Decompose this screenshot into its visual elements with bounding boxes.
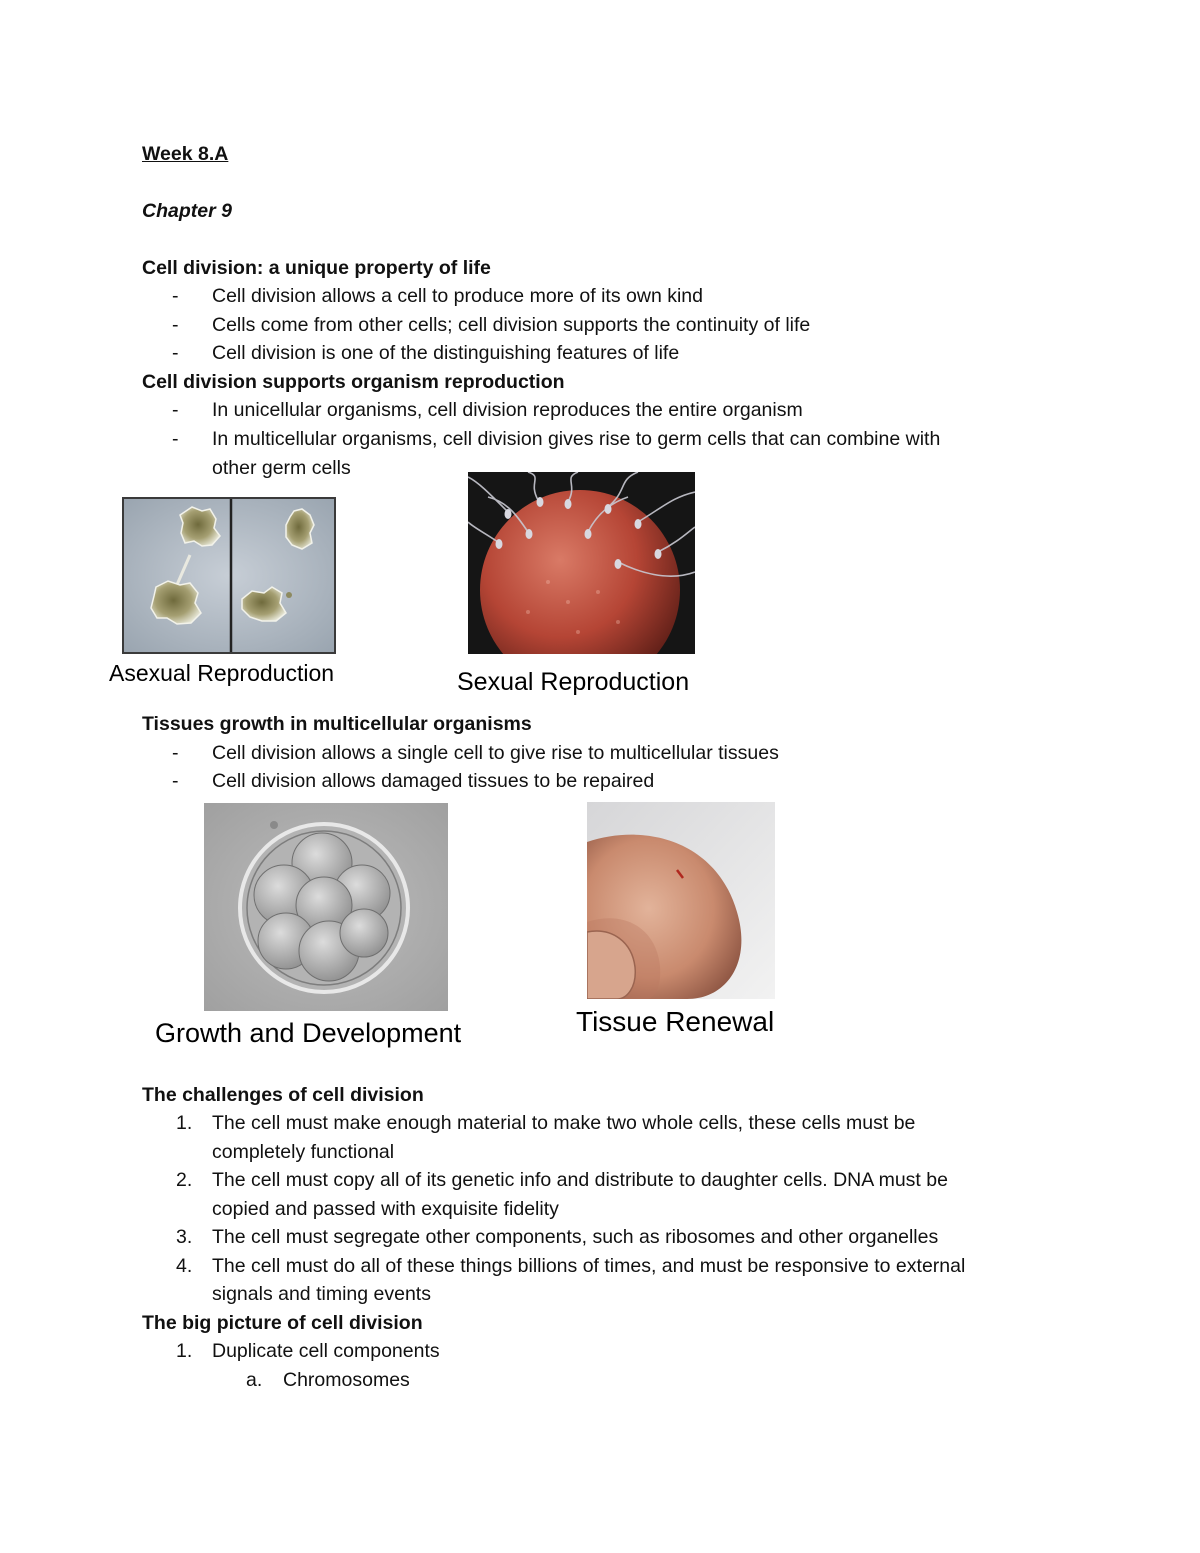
bullet-item-continuation: other germ cells <box>212 457 351 479</box>
sexual-reproduction-caption: Sexual Reproduction <box>457 668 690 696</box>
bullet-item: In unicellular organisms, cell division reproduces the entire organism <box>212 399 803 421</box>
section-heading-cell-division: Cell division: a unique property of life <box>142 257 491 279</box>
bullet-item: In multicellular organisms, cell division gives rise to germ cells that can combine with <box>212 428 941 450</box>
asexual-reproduction-caption: Asexual Reproduction <box>109 660 335 686</box>
sublist-letter: a. <box>246 1369 263 1391</box>
bullet-marker: - <box>172 742 179 764</box>
list-item-continuation: copied and passed with exquisite fidelity <box>212 1198 559 1220</box>
bullet-marker: - <box>172 399 179 421</box>
sublist-item: Chromosomes <box>283 1369 410 1391</box>
bullet-marker: - <box>172 770 179 792</box>
list-number: 4. <box>176 1255 193 1277</box>
bullet-marker: - <box>172 428 179 450</box>
list-item-continuation: signals and timing events <box>212 1283 431 1305</box>
week-title: Week 8.A <box>142 143 229 165</box>
sexual-reproduction-image <box>468 472 695 654</box>
list-item: The cell must make enough material to make two whole cells, these cells must be <box>212 1112 916 1134</box>
list-number: 1. <box>176 1112 193 1134</box>
embryo-growth-image <box>204 803 448 1011</box>
bullet-item: Cell division allows a single cell to give rise to multicellular tissues <box>212 742 779 764</box>
bullet-marker: - <box>172 342 179 364</box>
growth-development-caption: Growth and Development <box>155 1018 462 1048</box>
section-heading-challenges: The challenges of cell division <box>142 1084 424 1106</box>
bullet-marker: - <box>172 285 179 307</box>
list-item: The cell must segregate other components, such as ribosomes and other organelles <box>212 1226 939 1248</box>
asexual-reproduction-image <box>122 497 336 654</box>
list-item: The cell must do all of these things billions of times, and must be responsive to external <box>212 1255 966 1277</box>
section-heading-big-picture: The big picture of cell division <box>142 1312 423 1334</box>
section-heading-reproduction: Cell division supports organism reproduction <box>142 371 565 393</box>
bullet-item: Cells come from other cells; cell division supports the continuity of life <box>212 314 811 336</box>
list-item-continuation: completely functional <box>212 1141 395 1163</box>
tissue-renewal-image <box>587 802 775 999</box>
section-heading-tissue-growth: Tissues growth in multicellular organisms <box>142 713 532 735</box>
bullet-item: Cell division allows damaged tissues to be repaired <box>212 770 655 792</box>
tissue-renewal-caption: Tissue Renewal <box>576 1006 775 1037</box>
bullet-marker: - <box>172 314 179 336</box>
bullet-item: Cell division is one of the distinguishing features of life <box>212 342 680 364</box>
list-number: 3. <box>176 1226 193 1248</box>
list-number: 1. <box>176 1340 193 1362</box>
list-number: 2. <box>176 1169 193 1191</box>
bullet-item: Cell division allows a cell to produce more of its own kind <box>212 285 703 307</box>
list-item: The cell must copy all of its genetic info and distribute to daughter cells. DNA must be <box>212 1169 948 1191</box>
list-item: Duplicate cell components <box>212 1340 440 1362</box>
chapter-title: Chapter 9 <box>142 200 232 222</box>
